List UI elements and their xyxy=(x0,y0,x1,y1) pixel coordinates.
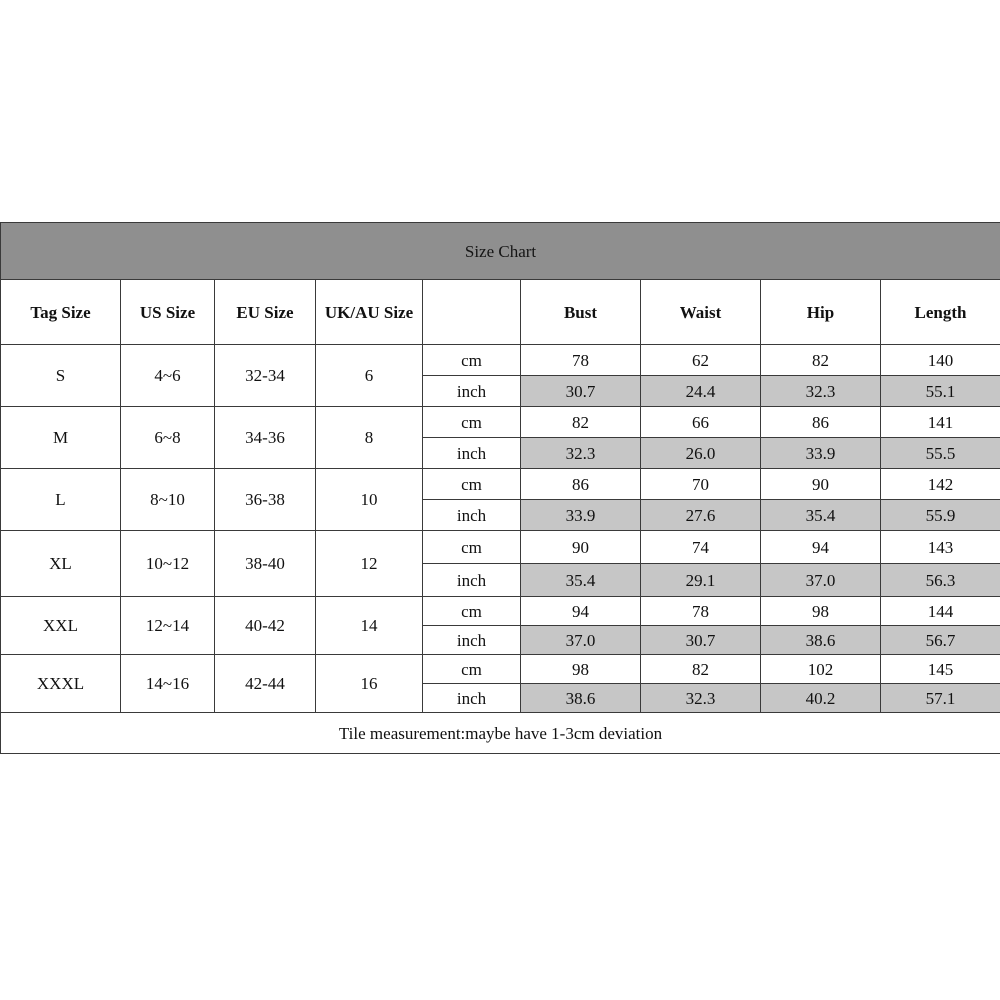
unit-cm-cell: cm xyxy=(423,597,521,626)
header-length: Length xyxy=(881,280,1000,345)
header-hip: Hip xyxy=(761,280,881,345)
eu-size-cell: 38-40 xyxy=(215,531,316,597)
tag-size-cell: XXL xyxy=(1,597,121,655)
header-us-size: US Size xyxy=(121,280,215,345)
bust-cm-value: 94 xyxy=(521,597,641,626)
length-inch-value: 55.9 xyxy=(881,500,1000,531)
bust-cm-value: 82 xyxy=(521,407,641,438)
unit-inch-cell: inch xyxy=(423,500,521,531)
tag-size-cell: XL xyxy=(1,531,121,597)
length-inch-value: 55.5 xyxy=(881,438,1000,469)
length-inch-value: 55.1 xyxy=(881,376,1000,407)
unit-cm-cell: cm xyxy=(423,469,521,500)
uk-au-size-cell: 14 xyxy=(316,597,423,655)
header-bust: Bust xyxy=(521,280,641,345)
size-row-cm xyxy=(1,655,1000,684)
us-size-cell: 12~14 xyxy=(121,597,215,655)
waist-cm-value: 82 xyxy=(641,655,761,684)
length-cm-value: 140 xyxy=(881,345,1000,376)
bust-inch-value: 35.4 xyxy=(521,564,641,597)
unit-cm-cell: cm xyxy=(423,407,521,438)
header-waist: Waist xyxy=(641,280,761,345)
hip-cm-value: 98 xyxy=(761,597,881,626)
unit-inch-cell: inch xyxy=(423,684,521,713)
hip-cm-value: 86 xyxy=(761,407,881,438)
waist-inch-value: 29.1 xyxy=(641,564,761,597)
length-cm-value: 144 xyxy=(881,597,1000,626)
size-chart-table xyxy=(0,222,1000,754)
bust-inch-value: 38.6 xyxy=(521,684,641,713)
bust-inch-value: 32.3 xyxy=(521,438,641,469)
bust-cm-value: 78 xyxy=(521,345,641,376)
length-inch-value: 56.7 xyxy=(881,626,1000,655)
eu-size-cell: 32-34 xyxy=(215,345,316,407)
hip-inch-value: 40.2 xyxy=(761,684,881,713)
uk-au-size-cell: 10 xyxy=(316,469,423,531)
unit-inch-cell: inch xyxy=(423,564,521,597)
us-size-cell: 10~12 xyxy=(121,531,215,597)
length-cm-value: 141 xyxy=(881,407,1000,438)
hip-cm-value: 82 xyxy=(761,345,881,376)
header-eu-size: EU Size xyxy=(215,280,316,345)
unit-cm-cell: cm xyxy=(423,531,521,564)
eu-size-cell: 34-36 xyxy=(215,407,316,469)
waist-inch-value: 26.0 xyxy=(641,438,761,469)
bust-inch-value: 37.0 xyxy=(521,626,641,655)
size-row-cm xyxy=(1,597,1000,626)
uk-au-size-cell: 8 xyxy=(316,407,423,469)
tag-size-cell: M xyxy=(1,407,121,469)
header-unit xyxy=(423,280,521,345)
waist-cm-value: 70 xyxy=(641,469,761,500)
us-size-cell: 6~8 xyxy=(121,407,215,469)
waist-inch-value: 24.4 xyxy=(641,376,761,407)
hip-cm-value: 102 xyxy=(761,655,881,684)
chart-title: Size Chart xyxy=(1,223,1000,280)
us-size-cell: 14~16 xyxy=(121,655,215,713)
tag-size-cell: S xyxy=(1,345,121,407)
waist-cm-value: 78 xyxy=(641,597,761,626)
length-cm-value: 145 xyxy=(881,655,1000,684)
size-row-cm xyxy=(1,345,1000,376)
length-inch-value: 56.3 xyxy=(881,564,1000,597)
length-inch-value: 57.1 xyxy=(881,684,1000,713)
waist-inch-value: 30.7 xyxy=(641,626,761,655)
hip-inch-value: 32.3 xyxy=(761,376,881,407)
waist-cm-value: 62 xyxy=(641,345,761,376)
us-size-cell: 4~6 xyxy=(121,345,215,407)
size-row-cm xyxy=(1,531,1000,564)
eu-size-cell: 42-44 xyxy=(215,655,316,713)
size-row-cm xyxy=(1,469,1000,500)
bust-inch-value: 33.9 xyxy=(521,500,641,531)
length-cm-value: 142 xyxy=(881,469,1000,500)
bust-cm-value: 86 xyxy=(521,469,641,500)
length-cm-value: 143 xyxy=(881,531,1000,564)
tag-size-cell: XXXL xyxy=(1,655,121,713)
measurement-note: Tile measurement:maybe have 1-3cm deviation xyxy=(1,713,1000,754)
unit-inch-cell: inch xyxy=(423,376,521,407)
size-chart xyxy=(0,222,1000,754)
waist-cm-value: 66 xyxy=(641,407,761,438)
eu-size-cell: 40-42 xyxy=(215,597,316,655)
uk-au-size-cell: 12 xyxy=(316,531,423,597)
waist-cm-value: 74 xyxy=(641,531,761,564)
us-size-cell: 8~10 xyxy=(121,469,215,531)
header-uk-au-size: UK/AU Size xyxy=(316,280,423,345)
unit-inch-cell: inch xyxy=(423,438,521,469)
hip-inch-value: 38.6 xyxy=(761,626,881,655)
waist-inch-value: 27.6 xyxy=(641,500,761,531)
bust-inch-value: 30.7 xyxy=(521,376,641,407)
uk-au-size-cell: 6 xyxy=(316,345,423,407)
header-tag-size: Tag Size xyxy=(1,280,121,345)
bust-cm-value: 90 xyxy=(521,531,641,564)
hip-inch-value: 35.4 xyxy=(761,500,881,531)
eu-size-cell: 36-38 xyxy=(215,469,316,531)
size-row-cm xyxy=(1,407,1000,438)
hip-cm-value: 94 xyxy=(761,531,881,564)
waist-inch-value: 32.3 xyxy=(641,684,761,713)
hip-inch-value: 37.0 xyxy=(761,564,881,597)
hip-inch-value: 33.9 xyxy=(761,438,881,469)
unit-cm-cell: cm xyxy=(423,345,521,376)
hip-cm-value: 90 xyxy=(761,469,881,500)
bust-cm-value: 98 xyxy=(521,655,641,684)
unit-cm-cell: cm xyxy=(423,655,521,684)
uk-au-size-cell: 16 xyxy=(316,655,423,713)
tag-size-cell: L xyxy=(1,469,121,531)
unit-inch-cell: inch xyxy=(423,626,521,655)
